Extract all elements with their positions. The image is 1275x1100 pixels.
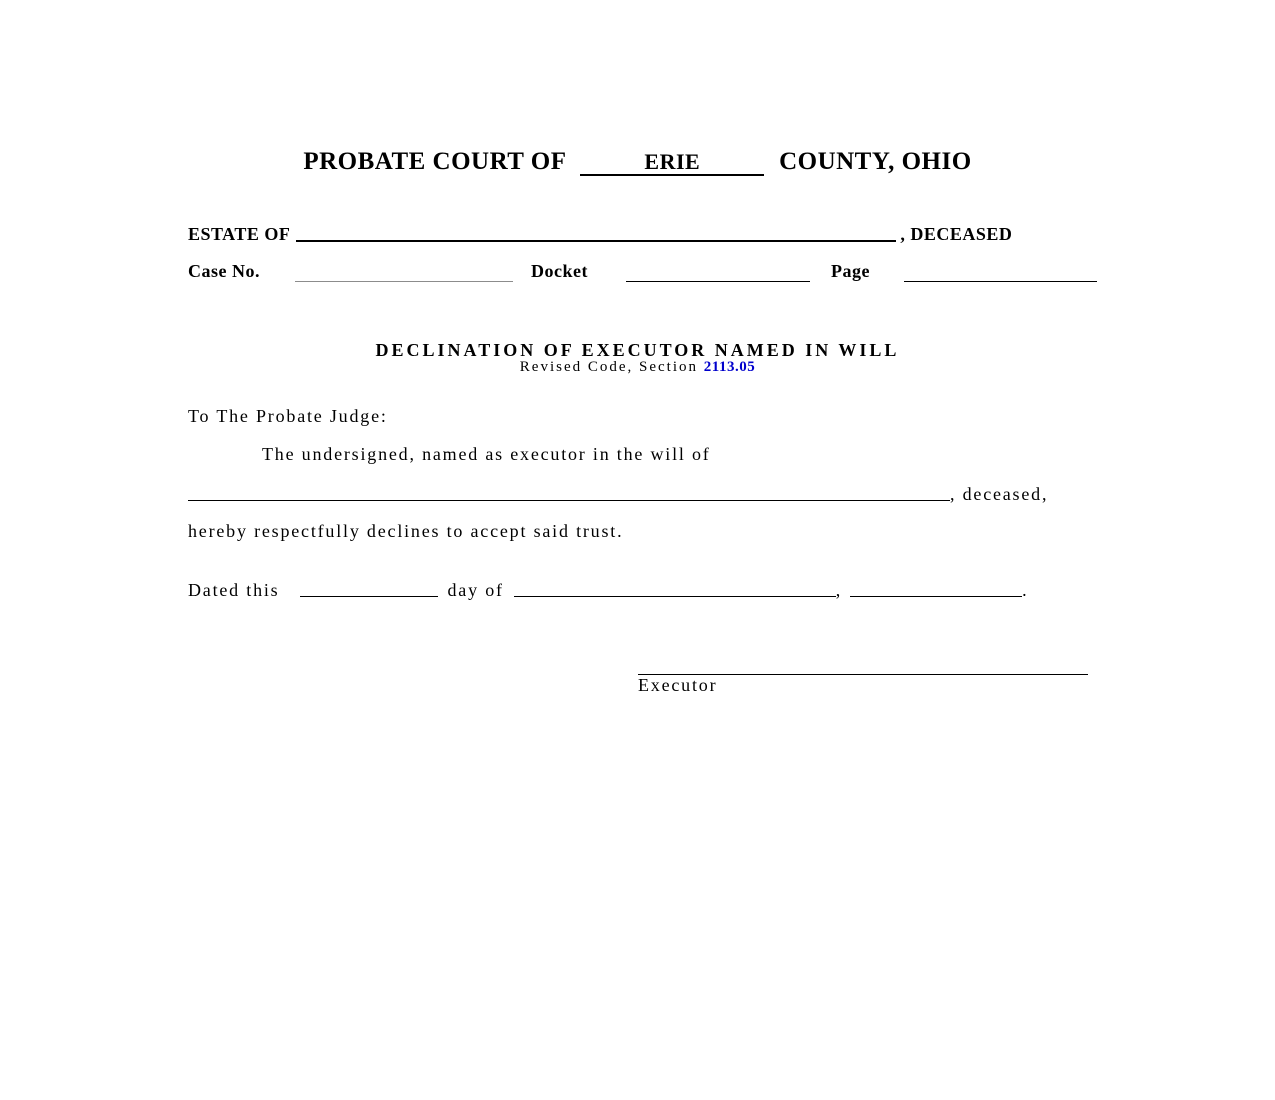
body-paragraph-2: hereby respectfully declines to accept said trust. (188, 521, 624, 541)
page-field[interactable] (904, 281, 1097, 282)
year-field[interactable] (850, 578, 1022, 597)
dated-period: . (1022, 580, 1029, 600)
body-paragraph-1: The undersigned, named as executor in the will of (262, 444, 711, 464)
county-field[interactable]: ERIE (580, 150, 764, 176)
court-title (0, 148, 1275, 176)
statute-number-link[interactable]: 2113.05 (703, 359, 756, 375)
estate-name-field[interactable] (296, 222, 896, 242)
dated-row (188, 578, 1088, 601)
deceased-row (188, 482, 1088, 505)
deceased-suffix: , deceased, (950, 484, 1049, 504)
dated-prefix: Dated this (188, 580, 280, 600)
case-no-field[interactable] (295, 281, 513, 282)
salutation: To The Probate Judge: (188, 406, 388, 426)
form-title: DECLINATION OF EXECUTOR NAMED IN WILL (375, 340, 900, 360)
day-of-label: day of (447, 580, 504, 600)
decedent-name-field[interactable] (188, 482, 950, 501)
month-field[interactable] (514, 578, 836, 597)
estate-prefix: ESTATE OF (188, 224, 291, 244)
statute-reference (0, 359, 1275, 376)
docket-label: Docket (531, 261, 588, 281)
dated-comma: , (835, 580, 843, 600)
case-no-label: Case No. (188, 261, 260, 281)
statute-prefix: Revised Code, Section (519, 359, 699, 375)
page-label: Page (831, 261, 870, 281)
day-field[interactable] (300, 578, 438, 597)
estate-row (188, 222, 1088, 245)
court-prefix: PROBATE COURT OF (303, 148, 566, 175)
court-suffix: COUNTY, OHIO (779, 148, 972, 175)
estate-suffix: , DECEASED (900, 224, 1013, 244)
executor-label: Executor (638, 675, 718, 695)
docket-field[interactable] (626, 281, 810, 282)
